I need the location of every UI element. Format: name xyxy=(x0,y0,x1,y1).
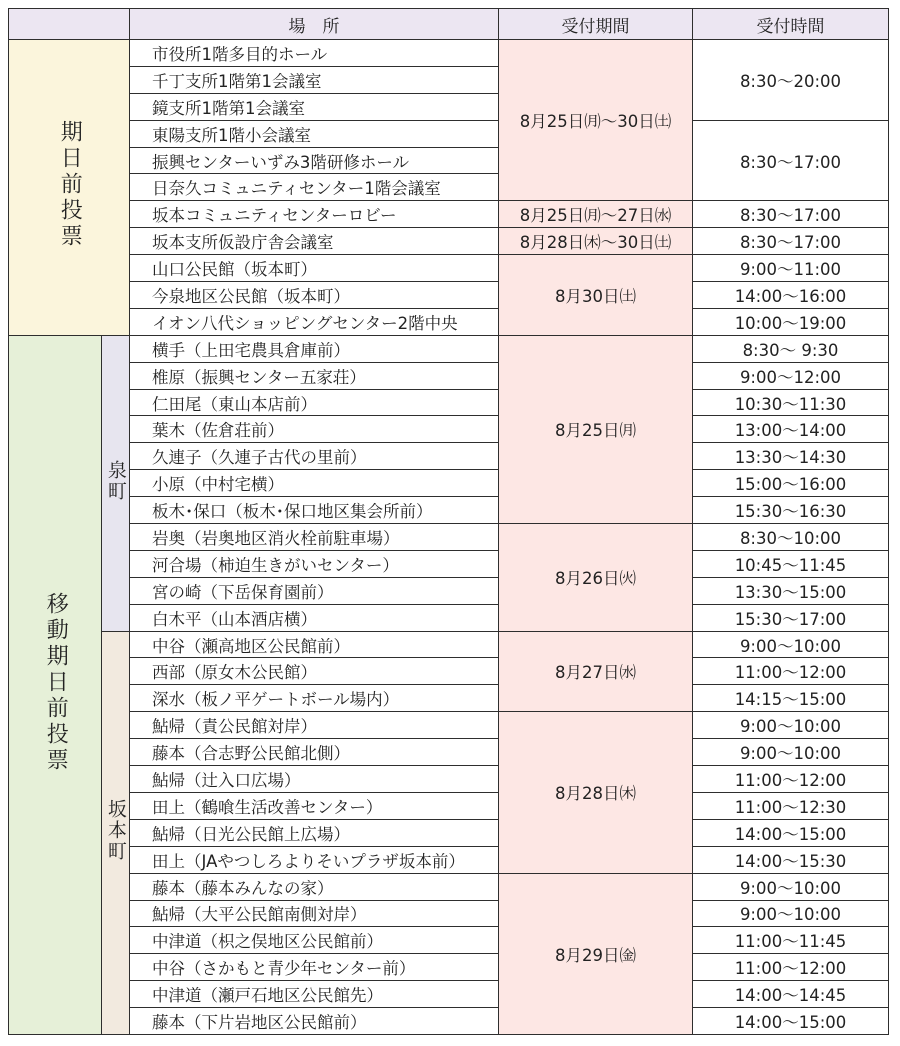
table-row xyxy=(9,389,889,416)
time-cell: 10:30～11:30 xyxy=(693,389,889,416)
table-row xyxy=(9,120,889,147)
time-cell: 13:00～14:00 xyxy=(693,416,889,443)
location-cell: 板木･保口（板木･保口地区集会所前） xyxy=(130,497,499,524)
subsection-label: 坂本町 xyxy=(104,799,127,863)
location-cell: 中谷（さかもと青少年センター前） xyxy=(130,954,499,981)
period-cell: 8月30日㈯ xyxy=(499,255,693,336)
time-cell: 14:00～16:00 xyxy=(693,282,889,309)
header-location: 場 所 xyxy=(130,9,499,40)
table-row xyxy=(9,201,889,228)
table-row xyxy=(9,792,889,819)
time-cell: 8:30～17:00 xyxy=(693,120,889,201)
section-label: 移動期日前投票 xyxy=(43,591,69,774)
time-cell: 11:00～12:00 xyxy=(693,658,889,685)
time-cell: 8:30～17:00 xyxy=(693,201,889,228)
time-cell: 9:00～10:00 xyxy=(693,873,889,900)
location-cell: 鏡支所1階第1会議室 xyxy=(130,93,499,120)
time-cell: 10:45～11:45 xyxy=(693,550,889,577)
time-cell: 14:00～15:00 xyxy=(693,1008,889,1035)
header-time: 受付時間 xyxy=(693,9,889,40)
location-cell: 椎原（振興センター五家荘） xyxy=(130,362,499,389)
header-corner xyxy=(9,9,130,40)
time-cell: 9:00～11:00 xyxy=(693,255,889,282)
subsection-izumi xyxy=(102,335,130,631)
period-cell: 8月28日㈭ xyxy=(499,712,693,873)
location-cell: 鮎帰（責公民館対岸） xyxy=(130,712,499,739)
table-row xyxy=(9,524,889,551)
period-cell: 8月25日㈪ xyxy=(499,335,693,523)
table-row xyxy=(9,873,889,900)
table-row xyxy=(9,900,889,927)
location-cell: 葉木（佐倉荘前） xyxy=(130,416,499,443)
location-cell: 田上（鶴喰生活改善センター） xyxy=(130,792,499,819)
time-cell: 14:15～15:00 xyxy=(693,685,889,712)
table-row xyxy=(9,981,889,1008)
time-cell: 15:30～16:30 xyxy=(693,497,889,524)
time-cell: 11:00～12:30 xyxy=(693,792,889,819)
time-cell: 11:00～12:00 xyxy=(693,766,889,793)
location-cell: 久連子（久連子古代の里前） xyxy=(130,443,499,470)
time-cell: 15:00～16:00 xyxy=(693,470,889,497)
table-row xyxy=(9,443,889,470)
table-header-row xyxy=(9,9,889,40)
location-cell: 藤本（合志野公民館北側） xyxy=(130,739,499,766)
location-cell: 中津道（瀬戸石地区公民館先） xyxy=(130,981,499,1008)
location-cell: 深水（板ノ平ゲートボール場内） xyxy=(130,685,499,712)
time-cell: 9:00～12:00 xyxy=(693,362,889,389)
section-label: 期日前投票 xyxy=(57,120,83,251)
table-row xyxy=(9,927,889,954)
table-row xyxy=(9,685,889,712)
time-cell: 14:00～15:00 xyxy=(693,819,889,846)
period-cell: 8月29日㈮ xyxy=(499,873,693,1034)
table-row xyxy=(9,40,889,67)
location-cell: 日奈久コミュニティセンター1階会議室 xyxy=(130,174,499,201)
table-row xyxy=(9,282,889,309)
table-row xyxy=(9,416,889,443)
table-row xyxy=(9,846,889,873)
section-mobile-voting xyxy=(9,335,102,1034)
subsection-sakamoto xyxy=(102,631,130,1034)
location-cell: 白木平（山本酒店横） xyxy=(130,604,499,631)
table-row xyxy=(9,550,889,577)
table-row xyxy=(9,712,889,739)
location-cell: 仁田尾（東山本店前） xyxy=(130,389,499,416)
location-cell: 中谷（瀬高地区公民館前） xyxy=(130,631,499,658)
location-cell: 横手（上田宅農具倉庫前） xyxy=(130,335,499,362)
period-cell: 8月26日㈫ xyxy=(499,524,693,632)
table-row xyxy=(9,739,889,766)
location-cell: 市役所1階多目的ホール xyxy=(130,40,499,67)
table-row xyxy=(9,1008,889,1035)
location-cell: 坂本支所仮設庁舎会議室 xyxy=(130,228,499,255)
location-cell: 今泉地区公民館（坂本町） xyxy=(130,282,499,309)
table-row xyxy=(9,255,889,282)
period-cell: 8月25日㈪～30日㈯ xyxy=(499,40,693,201)
header-period: 受付期間 xyxy=(499,9,693,40)
location-cell: 東陽支所1階小会議室 xyxy=(130,120,499,147)
time-cell: 14:00～15:30 xyxy=(693,846,889,873)
time-cell: 8:30～17:00 xyxy=(693,228,889,255)
table-row xyxy=(9,308,889,335)
table-row xyxy=(9,228,889,255)
time-cell: 8:30～10:00 xyxy=(693,524,889,551)
table-row xyxy=(9,604,889,631)
table-row xyxy=(9,497,889,524)
time-cell: 11:00～11:45 xyxy=(693,927,889,954)
table-row xyxy=(9,658,889,685)
table-row xyxy=(9,954,889,981)
time-cell: 11:00～12:00 xyxy=(693,954,889,981)
location-cell: 藤本（下片岩地区公民館前） xyxy=(130,1008,499,1035)
period-cell: 8月27日㈬ xyxy=(499,631,693,712)
table-row xyxy=(9,577,889,604)
time-cell: 10:00～19:00 xyxy=(693,308,889,335)
location-cell: 西部（原女木公民館） xyxy=(130,658,499,685)
time-cell: 15:30～17:00 xyxy=(693,604,889,631)
period-cell: 8月25日㈪～27日㈬ xyxy=(499,201,693,228)
location-cell: 鮎帰（大平公民館南側対岸） xyxy=(130,900,499,927)
location-cell: 田上（JAやつしろよりそいプラザ坂本前） xyxy=(130,846,499,873)
time-cell: 9:00～10:00 xyxy=(693,712,889,739)
location-cell: 河合場（柿迫生きがいセンター） xyxy=(130,550,499,577)
location-cell: 藤本（藤本みんなの家） xyxy=(130,873,499,900)
location-cell: 鮎帰（日光公民館上広場） xyxy=(130,819,499,846)
table-row xyxy=(9,362,889,389)
time-cell: 9:00～10:00 xyxy=(693,900,889,927)
time-cell: 13:30～15:00 xyxy=(693,577,889,604)
table-row xyxy=(9,631,889,658)
table-row xyxy=(9,335,889,362)
location-cell: 千丁支所1階第1会議室 xyxy=(130,66,499,93)
time-cell: 9:00～10:00 xyxy=(693,739,889,766)
period-cell: 8月28日㈭～30日㈯ xyxy=(499,228,693,255)
voting-schedule-table xyxy=(8,8,889,1035)
time-cell: 9:00～10:00 xyxy=(693,631,889,658)
location-cell: 振興センターいずみ3階研修ホール xyxy=(130,147,499,174)
location-cell: 岩奥（岩奥地区消火栓前駐車場） xyxy=(130,524,499,551)
location-cell: 鮎帰（辻入口広場） xyxy=(130,766,499,793)
location-cell: 山口公民館（坂本町） xyxy=(130,255,499,282)
location-cell: イオン八代ショッピングセンター2階中央 xyxy=(130,308,499,335)
time-cell: 14:00～14:45 xyxy=(693,981,889,1008)
time-cell: 8:30～ 9:30 xyxy=(693,335,889,362)
subsection-label: 泉町 xyxy=(104,460,127,503)
table-row xyxy=(9,766,889,793)
location-cell: 宮の崎（下岳保育園前） xyxy=(130,577,499,604)
location-cell: 坂本コミュニティセンターロビー xyxy=(130,201,499,228)
location-cell: 中津道（枳之俣地区公民館前） xyxy=(130,927,499,954)
table-row xyxy=(9,819,889,846)
location-cell: 小原（中村宅横） xyxy=(130,470,499,497)
section-early-voting xyxy=(9,40,130,336)
time-cell: 8:30～20:00 xyxy=(693,40,889,121)
time-cell: 13:30～14:30 xyxy=(693,443,889,470)
table-row xyxy=(9,470,889,497)
